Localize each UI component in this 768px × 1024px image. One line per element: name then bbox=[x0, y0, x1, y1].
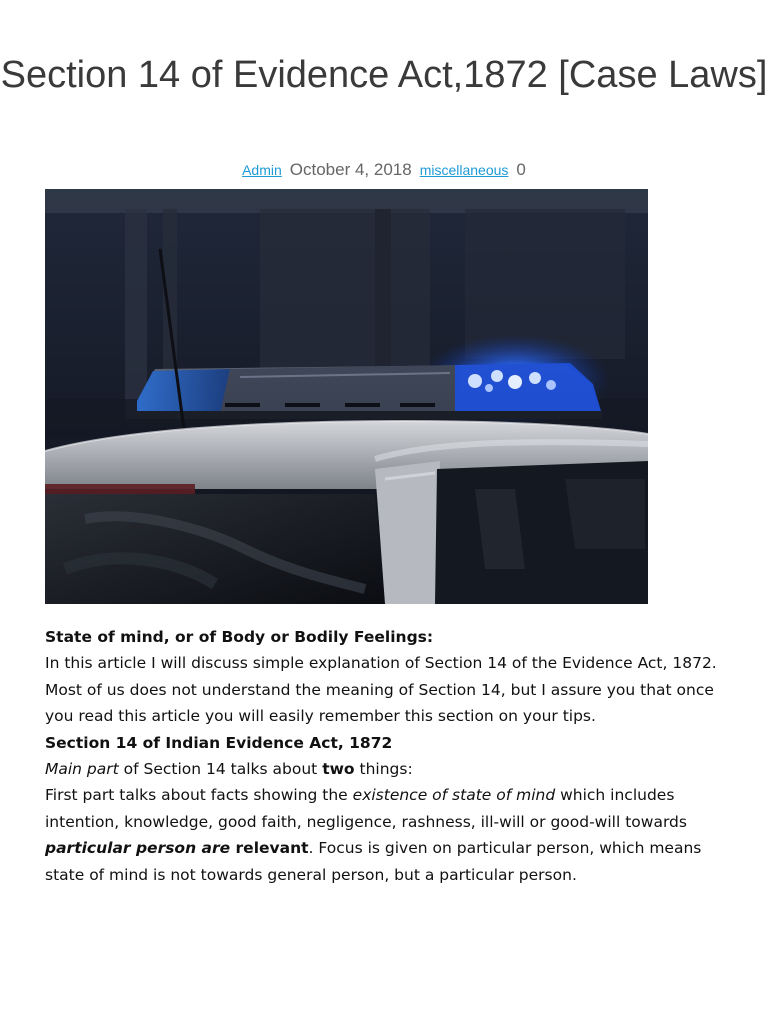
category-link[interactable]: miscellaneous bbox=[419, 162, 509, 178]
text-fragment: of Section 14 talks about bbox=[118, 760, 323, 779]
text-fragment: . Focus is given on particular person, which means state of mind is not towards general person, but a particular person. bbox=[45, 839, 702, 884]
section-heading: State of mind, or of Body or Bodily Feelings: bbox=[45, 628, 434, 646]
bold-two: two bbox=[322, 760, 355, 779]
article-body bbox=[45, 624, 729, 888]
page-title: Section 14 of Evidence Act,1872 [Case Laws] bbox=[0, 54, 768, 96]
post-meta bbox=[0, 159, 768, 181]
paragraph-first-part bbox=[45, 782, 729, 888]
paragraph-main-part bbox=[45, 756, 729, 782]
intro-paragraph: In this article I will discuss simple explanation of Section 14 of the Evidence Act, 1872. Most of us does not understand the meaning of Section 14, but I assure you that once you read this article you will easily remember this section on your tips. bbox=[45, 654, 717, 726]
section-heading-2: Section 14 of Indian Evidence Act, 1872 bbox=[45, 733, 393, 752]
bold-particular-person bbox=[45, 839, 309, 857]
comment-count[interactable]: 0 bbox=[516, 160, 526, 179]
text-fragment: which includes intention, knowledge, good faith, negligence, rashness, ill-will or good-will towards bbox=[45, 786, 687, 831]
bold-italic-fragment: particular person are bbox=[45, 839, 231, 858]
emphasis-state-of-mind: existence of state of mind bbox=[352, 786, 556, 805]
post-date: October 4, 2018 bbox=[289, 160, 412, 179]
text-fragment: things: bbox=[354, 760, 413, 779]
author-link[interactable]: Admin bbox=[242, 162, 282, 178]
bold-fragment: relevant bbox=[230, 839, 309, 858]
emphasis-main-part: Main part bbox=[45, 760, 119, 779]
text-fragment: First part talks about facts showing the bbox=[45, 786, 353, 805]
featured-image bbox=[45, 189, 648, 604]
